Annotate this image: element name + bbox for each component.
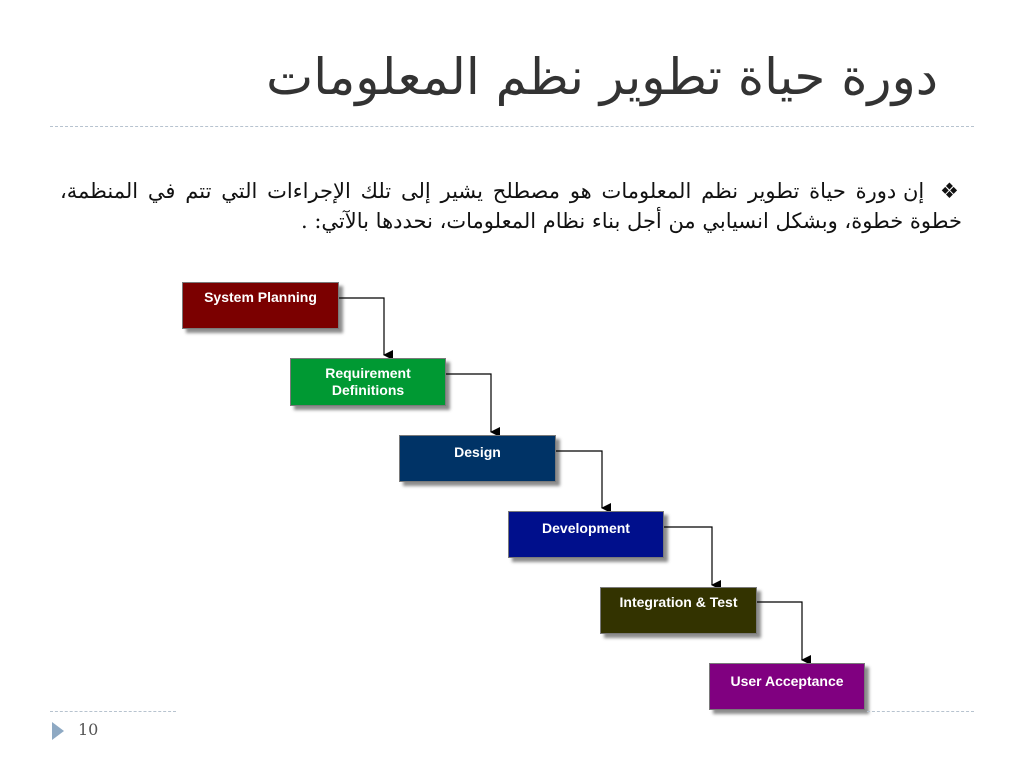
step-user-acceptance: User Acceptance xyxy=(709,663,865,710)
step-development: Development xyxy=(508,511,664,558)
footer-divider-right xyxy=(867,711,974,712)
step-requirement-definitions: Requirement Definitions xyxy=(290,358,446,406)
footer-divider-left xyxy=(50,711,176,712)
slide-title: دورة حياة تطوير نظم المعلومات xyxy=(266,48,938,106)
connector-arrow-4 xyxy=(664,527,712,585)
page-number: 10 xyxy=(78,720,99,739)
connector-arrow-1 xyxy=(339,298,384,355)
diamond-bullet-icon: ❖ xyxy=(940,179,962,203)
step-system-planning: System Planning xyxy=(182,282,339,329)
step-design: Design xyxy=(399,435,556,482)
connector-arrow-5 xyxy=(757,602,802,660)
connector-arrow-3 xyxy=(556,451,602,508)
connector-arrow-2 xyxy=(446,374,491,432)
paragraph-text: إن دورة حياة تطوير نظم المعلومات هو مصطلح يشير إلى تلك الإجراءات التي تتم في المنظمة، خطوة خطوة، وبشكل انسيابي من أجل بناء نظام المعلومات، نحددها بالآتي: . xyxy=(60,179,962,233)
play-arrow-icon xyxy=(52,722,64,740)
step-integration-test: Integration & Test xyxy=(600,587,757,634)
